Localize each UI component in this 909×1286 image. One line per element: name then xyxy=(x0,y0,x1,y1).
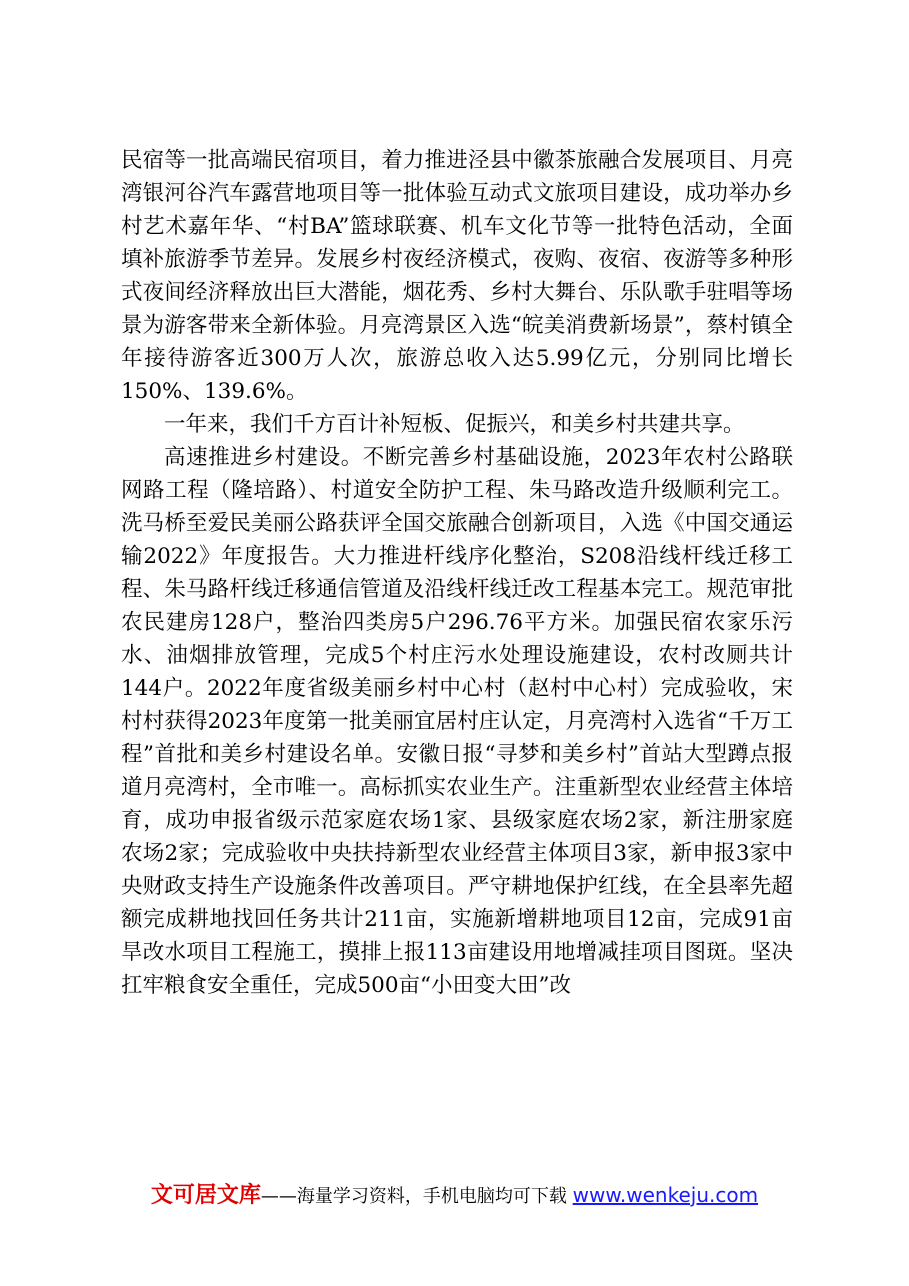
watermark-footer xyxy=(0,1181,909,1211)
paragraph-summary: 一年来，我们千方百计补短板、促振兴，和美乡村共建共享。 xyxy=(164,412,745,437)
footer-brand: 文可居文库 xyxy=(150,1183,261,1208)
document-body xyxy=(121,144,793,1002)
paragraph-tourism: 民宿等一批高端民宿项目，着力推进泾县中徽茶旅融合发展项目、月亮湾银河谷汽车露营地项目等一批体验互动式文旅项目建设，成功举办乡村艺术嘉年华、“村BA”篮球联赛、机车文化节等一批特色活动，全面填补旅游季节差异。发展乡村夜经济模式，夜购、夜宿、夜游等多种形式夜间经济释放出巨大潜能，烟花秀、乡村大舞台、乐队歌手驻唱等场景为游客带来全新体验。月亮湾景区入选“皖美消费新场景”，蔡村镇全年接待游客近300万人次，旅游总收入达5.99亿元，分别同比增长150%、139.6%。 xyxy=(121,148,793,404)
footer-website-link[interactable]: www.wenkeju.com xyxy=(572,1183,759,1207)
footer-tagline: ——海量学习资料，手机电脑均可下载 xyxy=(260,1186,567,1207)
paragraph-rural-construction: 高速推进乡村建设。不断完善乡村基础设施，2023年农村公路联网路工程（隆培路）、村道安全防护工程、朱马路改造升级顺利完工。洗马桥至爱民美丽公路获评全国交旅融合创新项目，入选《中国交通运输2022》年度报告。大力推进杆线序化整治，S208沿线杆线迁移工程、朱马路杆线迁移通信管道及沿线杆线迁改工程基本完工。规范审批农民建房128户，整治四类房5户296.76平方米。加强民宿农家乐污水、油烟排放管理，完成5个村庄污水处理设施建设，农村改厕共计144户。2022年度省级美丽乡村中心村（赵村中心村）完成验收，宋村村获得2023年度第一批美丽宜居村庄认定，月亮湾村入选省“千万工程”首批和美乡村建设名单。安徽日报“寻梦和美乡村”首站大型蹲点报道月亮湾村，全市唯一。高标抓实农业生产。注重新型农业经营主体培育，成功申报省级示范家庭农场1家、县级家庭农场2家，新注册家庭农场2家；完成验收中央扶持新型农业经营主体项目3家，新申报3家中央财政支持生产设施条件改善项目。严守耕地保护红线，在全县率先超额完成耕地找回任务共计211亩，实施新增耕地项目12亩，完成91亩旱改水项目工程施工，摸排上报113亩建设用地增减挂项目图斑。坚决扛牢粮食安全重任，完成500亩“小田变大田”改 xyxy=(121,445,793,998)
